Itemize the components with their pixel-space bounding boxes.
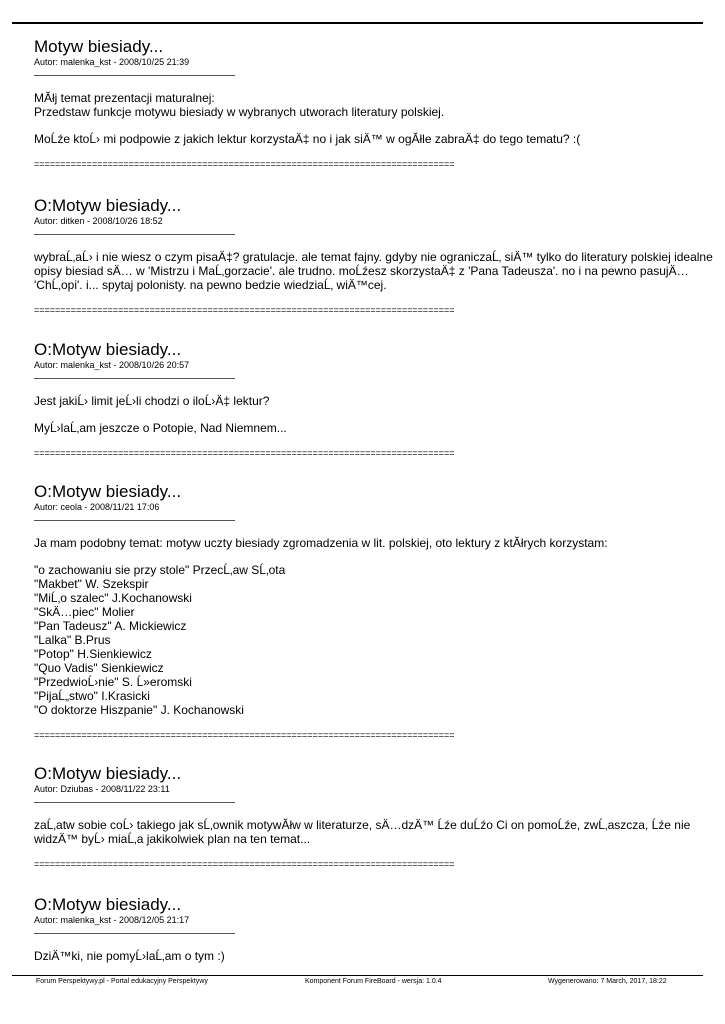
post-body [34,536,725,717]
forum-post [34,340,725,458]
forum-post [34,37,725,169]
post-title: O:Motyw biesiady... [34,196,182,215]
top-rule [12,22,703,24]
text-line: widzÄ™ byĹ› miaĹ‚a jakikolwiek plan na ten temat... [34,832,311,846]
text-line: "o zachowaniu sie przy stole" PrzecĹ‚aw SĹ‚ota [34,563,286,577]
text-line: DziÄ™ki, nie pomyĹ›laĹ‚am o tym :) [34,949,225,963]
post-body [34,91,725,146]
post-paragraph [34,536,725,550]
post-title: O:Motyw biesiady... [34,895,182,914]
post-paragraph [34,818,725,846]
text-line: "PijaĹ„stwo" I.Krasicki [34,689,150,703]
text-line: opisy biesiad sÄ… w 'Mistrzu i MaĹ‚gorzacie'. ale trudno. moĹźesz skorzystaÄ‡ z 'Pana Tadeusza'. no i na pewno pasujÄ… [34,264,689,278]
post-title: O:Motyw biesiady... [34,764,182,783]
title-underline [34,933,235,934]
text-line: Przedstaw funkcje motywu biesiady w wybranych utworach literatury polskiej. [34,105,445,119]
post-paragraph [34,949,725,963]
title-underline [34,234,235,235]
post-body [34,818,725,846]
title-underline [34,75,235,76]
forum-post [34,895,725,976]
post-separator: ================================================================================ [34,730,455,740]
post-separator: ================================================================================ [34,448,455,458]
text-line: zaĹ‚atw sobie coĹ› takiego jak sĹ‚ownik motywĂłw w literaturze, sÄ…dzÄ™ Ĺźe duĹźo Ci on pomoĹźe, zwĹ‚aszcza, Ĺźe nie [34,818,691,832]
post-title: O:Motyw biesiady... [34,340,182,359]
post-paragraph [34,91,725,119]
footer-site: Forum Perspektywy.pl - Portal edukacyjny Perspektywy [36,978,208,985]
text-line: Ja mam podobny temat: motyw uczty biesiady zgromadzenia w lit. polskiej, oto lektury z ktĂłrych korzystam: [34,536,608,550]
post-paragraph [34,394,725,408]
post-author-meta: Autor: malenka_kst - 2008/12/05 21:17 [34,915,190,925]
text-line: MyĹ›laĹ‚am jeszcze o Potopie, Nad Niemnem... [34,421,287,435]
post-author-meta: Autor: ceola - 2008/11/21 17:06 [34,502,160,512]
post-separator: ================================================================================ [34,859,455,869]
post-author-meta: Autor: Dziubas - 2008/11/22 23:11 [34,784,170,794]
forum-post [34,764,725,869]
post-paragraph [34,132,725,146]
footer-component: Komponent Forum FireBoard - wersja: 1.0.4 [305,978,442,985]
post-author-meta: Autor: ditken - 2008/10/26 18:52 [34,216,163,226]
post-paragraph [34,421,725,435]
post-body [34,949,725,963]
text-line: 'ChĹ‚opi'. i... spytaj polonisty. na pewno bedzie wiedziaĹ‚ wiÄ™cej. [34,278,387,292]
title-underline [34,802,235,803]
text-line: "Makbet" W. Szekspir [34,577,149,591]
post-paragraph [34,563,725,717]
forum-post [34,196,725,315]
text-line: "Quo Vadis" Sienkiewicz [34,661,164,675]
bottom-rule [12,975,703,976]
text-line: "O doktorze Hiszpanie" J. Kochanowski [34,703,244,717]
title-underline [34,378,235,379]
post-body [34,394,725,435]
post-author-meta: Autor: malenka_kst - 2008/10/26 20:57 [34,360,190,370]
post-title: O:Motyw biesiady... [34,482,182,501]
text-line: MĂłj temat prezentacji maturalnej: [34,91,215,105]
post-separator: ================================================================================ [34,159,455,169]
post-separator: ================================================================================ [34,305,455,315]
footer-generated: Wygenerowano: 7 March, 2017, 18:22 [548,978,667,985]
text-line: "Lalka" B.Prus [34,633,111,647]
text-line: "SkÄ…piec" Molier [34,605,135,619]
post-paragraph [34,250,725,292]
text-line: "MiĹ‚o szalec" J.Kochanowski [34,591,192,605]
post-body [34,250,725,292]
title-underline [34,520,235,521]
text-line: MoĹźe ktoĹ› mi podpowie z jakich lektur korzystaÄ‡ no i jak siÄ™ w ogĂłle zabraÄ‡ do tego tematu? :( [34,132,581,146]
post-title: Motyw biesiady... [34,37,164,56]
text-line: "Pan Tadeusz" A. Mickiewicz [34,619,187,633]
text-line: Jest jakiĹ› limit jeĹ›li chodzi o iloĹ›Ä‡ lektur? [34,394,270,408]
text-line: wybraĹ‚aĹ› i nie wiesz o czym pisaÄ‡? gratulacje. ale temat fajny. gdyby nie ograniczaĹ‚ siÄ™ tylko do literatury polskiej idealne [34,250,713,264]
text-line: "PrzedwioĹ›nie" S. Ĺ»eromski [34,675,192,689]
forum-post [34,482,725,740]
post-author-meta: Autor: malenka_kst - 2008/10/25 21:39 [34,57,190,67]
text-line: "Potop" H.Sienkiewicz [34,647,152,661]
